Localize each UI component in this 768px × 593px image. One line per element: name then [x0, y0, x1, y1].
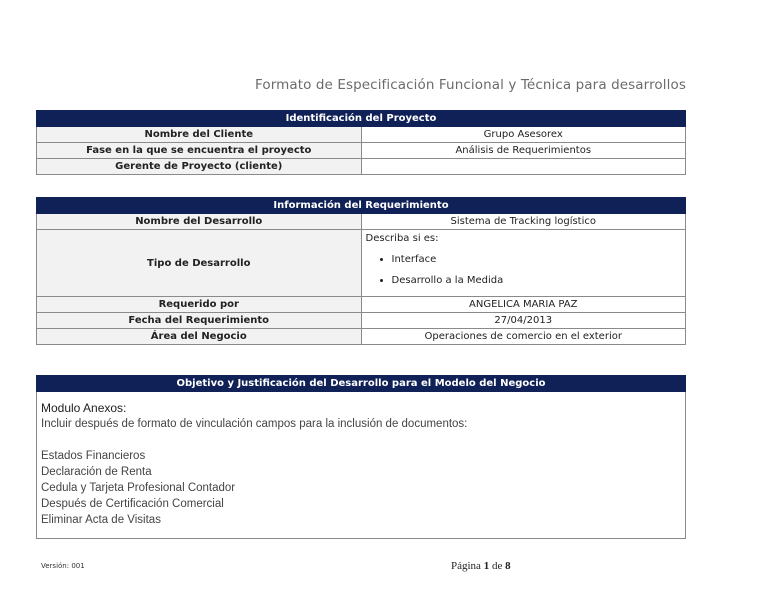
- client-name-value: Grupo Asesorex: [361, 127, 686, 143]
- table-row: [37, 214, 686, 230]
- list-item: Cedula y Tarjeta Profesional Contador: [41, 482, 236, 494]
- objective-table: [36, 375, 686, 539]
- development-name-label: Nombre del Desarrollo: [37, 214, 362, 230]
- development-type-label: Tipo de Desarrollo: [37, 230, 362, 297]
- project-manager-label: Gerente de Proyecto (cliente): [37, 159, 362, 175]
- table-row: [37, 127, 686, 143]
- table-row: [37, 143, 686, 159]
- project-phase-label: Fase en la que se encuentra el proyecto: [37, 143, 362, 159]
- document-title: Formato de Especificación Funcional y Técnica para desarrollos: [254, 77, 686, 93]
- page-of: de: [491, 560, 503, 572]
- objective-intro: Incluir después de formato de vinculación campos para la inclusión de documentos:: [41, 418, 468, 430]
- project-phase-value: Análisis de Requerimientos: [361, 143, 686, 159]
- client-name-label: Nombre del Cliente: [37, 127, 362, 143]
- table-row: [37, 159, 686, 175]
- list-item: Eliminar Acta de Visitas: [41, 514, 161, 526]
- page-word: Página: [451, 560, 481, 572]
- page-number: [451, 560, 511, 572]
- development-type-intro: Describa si es:: [365, 233, 439, 244]
- table-row: [37, 297, 686, 313]
- business-area-value: Operaciones de comercio en el exterior: [361, 329, 686, 345]
- development-type-list: [366, 254, 682, 286]
- table-row: [37, 329, 686, 345]
- requirement-info-table: [36, 197, 686, 345]
- requested-by-label: Requerido por: [37, 297, 362, 313]
- table-header: Identificación del Proyecto: [37, 111, 686, 127]
- table-row: [37, 230, 686, 297]
- list-item: • Desarrollo a la Medida: [392, 275, 682, 286]
- project-manager-value: [361, 159, 686, 175]
- table-header: Información del Requerimiento: [37, 198, 686, 214]
- business-area-label: Área del Negocio: [37, 329, 362, 345]
- list-item: Después de Certificación Comercial: [41, 498, 224, 510]
- module-title: Modulo Anexos:: [41, 401, 127, 415]
- table-row: [37, 313, 686, 329]
- project-identification-table: [36, 110, 686, 175]
- objective-body: [37, 392, 686, 539]
- list-item: Declaración de Renta: [41, 466, 152, 478]
- list-item: • Interface: [392, 254, 682, 265]
- page-total: 8: [505, 560, 511, 572]
- table-header: Objetivo y Justificación del Desarrollo para el Modelo del Negocio: [37, 376, 686, 392]
- version-label: Versión: 001: [41, 562, 85, 570]
- requested-by-value: ANGELICA MARIA PAZ: [361, 297, 686, 313]
- requirement-date-label: Fecha del Requerimiento: [37, 313, 362, 329]
- page-current: 1: [483, 560, 490, 572]
- development-name-value: Sistema de Tracking logístico: [361, 214, 686, 230]
- development-type-value: [361, 230, 686, 297]
- requirement-date-value: 27/04/2013: [361, 313, 686, 329]
- list-item: Estados Financieros: [41, 450, 146, 462]
